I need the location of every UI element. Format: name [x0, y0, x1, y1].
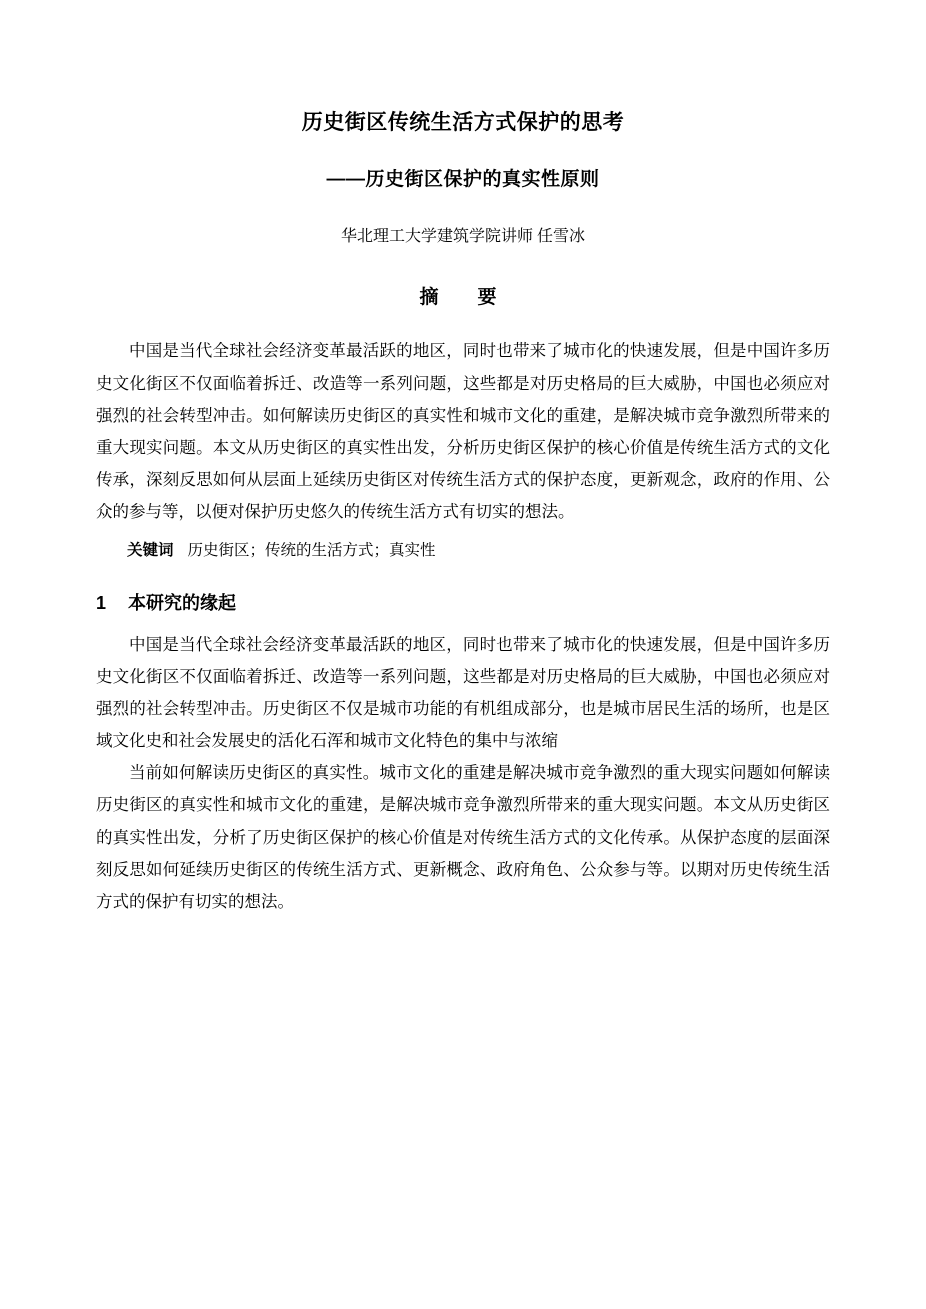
- keywords-label: 关键词: [127, 542, 174, 560]
- section-1-paragraph-1: 中国是当代全球社会经济变革最活跃的地区，同时也带来了城市化的快速发展，但是中国许多历史文化街区不仅面临着拆迁、改造等一系列问题，这些都是对历史格局的巨大威胁，中国也必须应对强烈的社会转型冲击。历史街区不仅是城市功能的有机组成部分，也是城市居民生活的场所，也是区域文化史和社会发展史的活化石浑和城市文化特色的集中与浓缩: [96, 634, 830, 751]
- section-title-1: 本研究的缘起: [128, 592, 236, 613]
- page-subtitle: ——历史街区保护的真实性原则: [326, 169, 600, 191]
- abstract-heading: 摘 要: [419, 287, 507, 309]
- keywords-value: 历史街区；传统的生活方式；真实性: [187, 542, 436, 560]
- section-1-paragraph-2: 当前如何解读历史街区的真实性。城市文化的重建是解决城市竞争激烈的重大现实问题如何解读历史街区的真实性和城市文化的重建，是解决城市竞争激烈所带来的重大现实问题。本文从历史街区的真实性出发，分析了历史街区保护的核心价值是对传统生活方式的文化传承。从保护态度的层面深刻反思如何延续历史街区的传统生活方式、更新概念、政府角色、公众参与等。以期对历史传统生活方式的保护有切实的想法。: [96, 763, 830, 911]
- page-title: 历史街区传统生活方式保护的思考: [301, 111, 625, 134]
- section-number-1: 1: [96, 592, 107, 613]
- author-affiliation: 华北理工大学建筑学院讲师 任雪冰: [340, 227, 585, 245]
- section-heading-1: [96, 589, 830, 615]
- abstract-paragraph: 中国是当代全球社会经济变革最活跃的地区，同时也带来了城市化的快速发展，但是中国许多历史文化街区不仅面临着拆迁、改造等一系列问题，这些都是对历史格局的巨大威胁，中国也必须应对强烈的社会转型冲击。如何解读历史街区的真实性和城市文化的重建，是解决城市竞争激烈所带来的重大现实问题。本文从历史街区的真实性出发，分析历史街区保护的核心价值是传统生活方式的文化传承，深刻反思如何从层面上延续历史街区对传统生活方式的保护态度，更新观念，政府的作用、公众的参与等，以便对保护历史悠久的传统生活方式有切实的想法。: [96, 341, 830, 522]
- keywords-line: [96, 536, 830, 566]
